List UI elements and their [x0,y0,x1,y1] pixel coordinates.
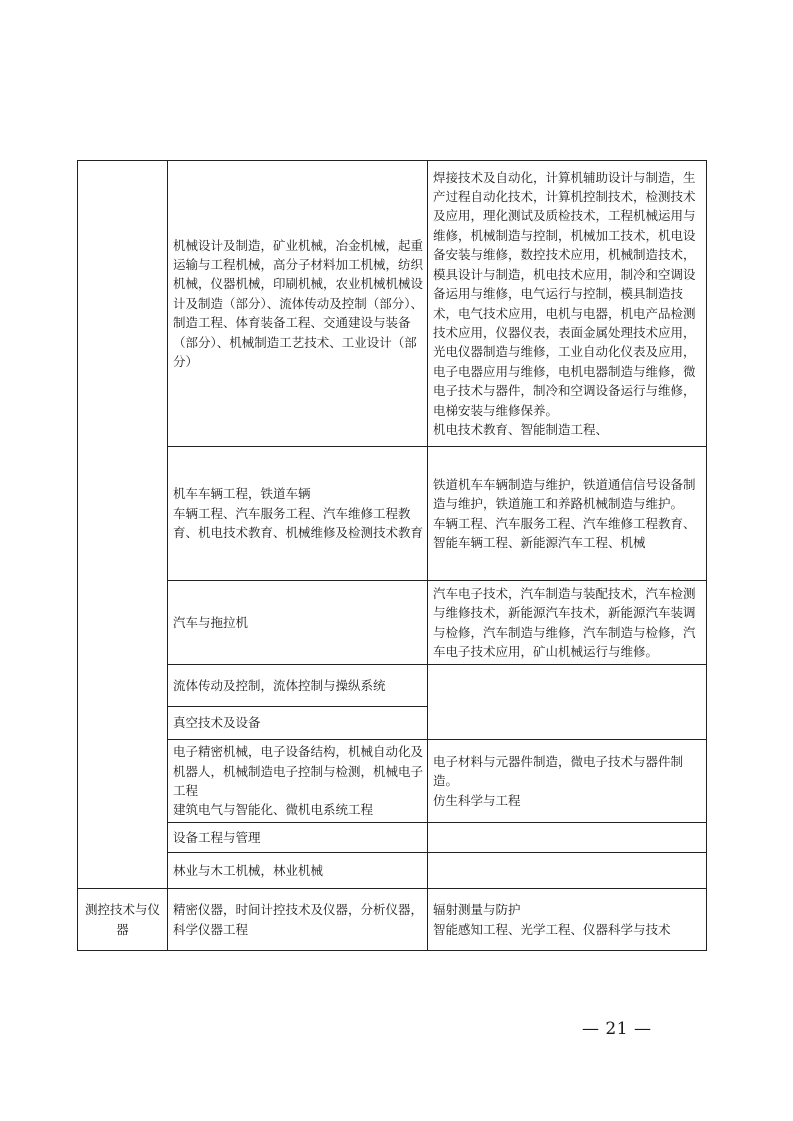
table-row [78,740,707,823]
major-text: 机械设计及制造，矿业机械，冶金机械，起重运输与工程机械，高分子材料加工机械，纺织机械，仪器机械，印刷机械，农业机械机械设计及制造（部分）、流体传动及控制（部分）、制造工程、体育装备工程、交通建设与装备（部分）、机械制造工艺技术、工业设计（部分） [173,237,424,370]
category-text: 测控技术与仪器 [84,902,160,937]
table-row [78,823,707,853]
specialty-table [77,160,707,951]
major-text: 车辆工程、汽车服务工程、汽车维修工程教育、机电技术教育、机械维修及检测技术教育 [173,505,424,541]
major-cell [168,161,428,447]
related-major-text: 辐射测量与防护 [433,902,521,918]
related-major-text: 智能感知工程、光学工程、仪器科学与技术 [433,921,671,937]
major-cell [168,447,428,581]
major-text: 真空技术及设备 [173,715,261,731]
related-major-text: 车辆工程、汽车服务工程、汽车维修工程教育、智能车辆工程、新能源汽车工程、机械 [433,515,696,550]
major-text: 林业与木工机械，林业机械 [173,862,324,878]
related-major-cell [428,889,707,951]
major-text: 精密仪器，时间计控技术及仪器，分析仪器，科学仪器工程 [173,902,424,937]
related-major-cell [428,447,707,581]
page-number: — 21 — [582,1019,652,1039]
table-row [78,447,707,581]
table-row [78,665,707,707]
major-cell [168,665,428,707]
table-row [78,889,707,951]
major-cell [168,889,428,951]
table-row [78,853,707,889]
related-major-cell [428,740,707,823]
related-major-text: 电子材料与元器件制造，微电子技术与器件制造。 [433,753,684,789]
related-major-cell-empty [428,853,707,889]
table-row [78,161,707,447]
major-text: 汽车与拖拉机 [173,614,249,630]
table-row [78,581,707,665]
category-cell-empty [78,161,168,889]
related-major-text: 焊接技术及自动化，计算机辅助设计与制造，生产过程自动化技术，计算机控制技术，检测技术及应用，理化测试及质检技术，工程机械运用与维修，机械制造与控制，机械加工技术，机电设备安装与维修，数控技术应用，机械制造技术，模具设计与制造，机电技术应用，制冷和空调设备运用与维修，电气运行与控制，模具制造技术，电气技术应用，电机与电器，机电产品检测技术应用，仪器仪表，表面金属处理技术应用，光电仪器制造与维修，工业自动化仪表及应用，电子电器应用与维修，电机电器制造与维修，微电子技术与器件，制冷和空调设备运行与维修，电梯安装与维修保养。 [433,169,696,418]
related-major-text: 铁道机车车辆制造与维护，铁道通信信号设备制造与维护，铁道施工和养路机械制造与维护。 [433,476,696,512]
major-text: 建筑电气与智能化、微机电系统工程 [173,802,374,818]
related-major-text: 汽车电子技术，汽车制造与装配技术，汽车检测与维修技术，新能源汽车技术，新能源汽车装调与检修，汽车制造与维修，汽车制造与检修，汽车电子技术应用，矿山机械运行与维修。 [433,585,696,659]
related-major-cell-empty [428,665,707,740]
related-major-cell [428,161,707,447]
category-cell [78,889,168,951]
major-text: 电子精密机械，电子设备结构，机械自动化及机器人，机械制造电子控制与检测，机械电子工程 [173,744,424,798]
major-cell [168,823,428,853]
major-cell [168,707,428,740]
major-cell [168,581,428,665]
major-cell [168,740,428,823]
related-major-cell-empty [428,823,707,853]
related-major-text: 仿生科学与工程 [433,792,521,808]
major-text: 机车车辆工程，铁道车辆 [173,486,311,502]
major-cell [168,853,428,889]
major-text: 流体传动及控制，流体控制与操纵系统 [173,677,386,693]
major-text: 设备工程与管理 [173,829,261,845]
related-major-text: 机电技术教育、智能制造工程、 [433,421,609,437]
related-major-cell [428,581,707,665]
